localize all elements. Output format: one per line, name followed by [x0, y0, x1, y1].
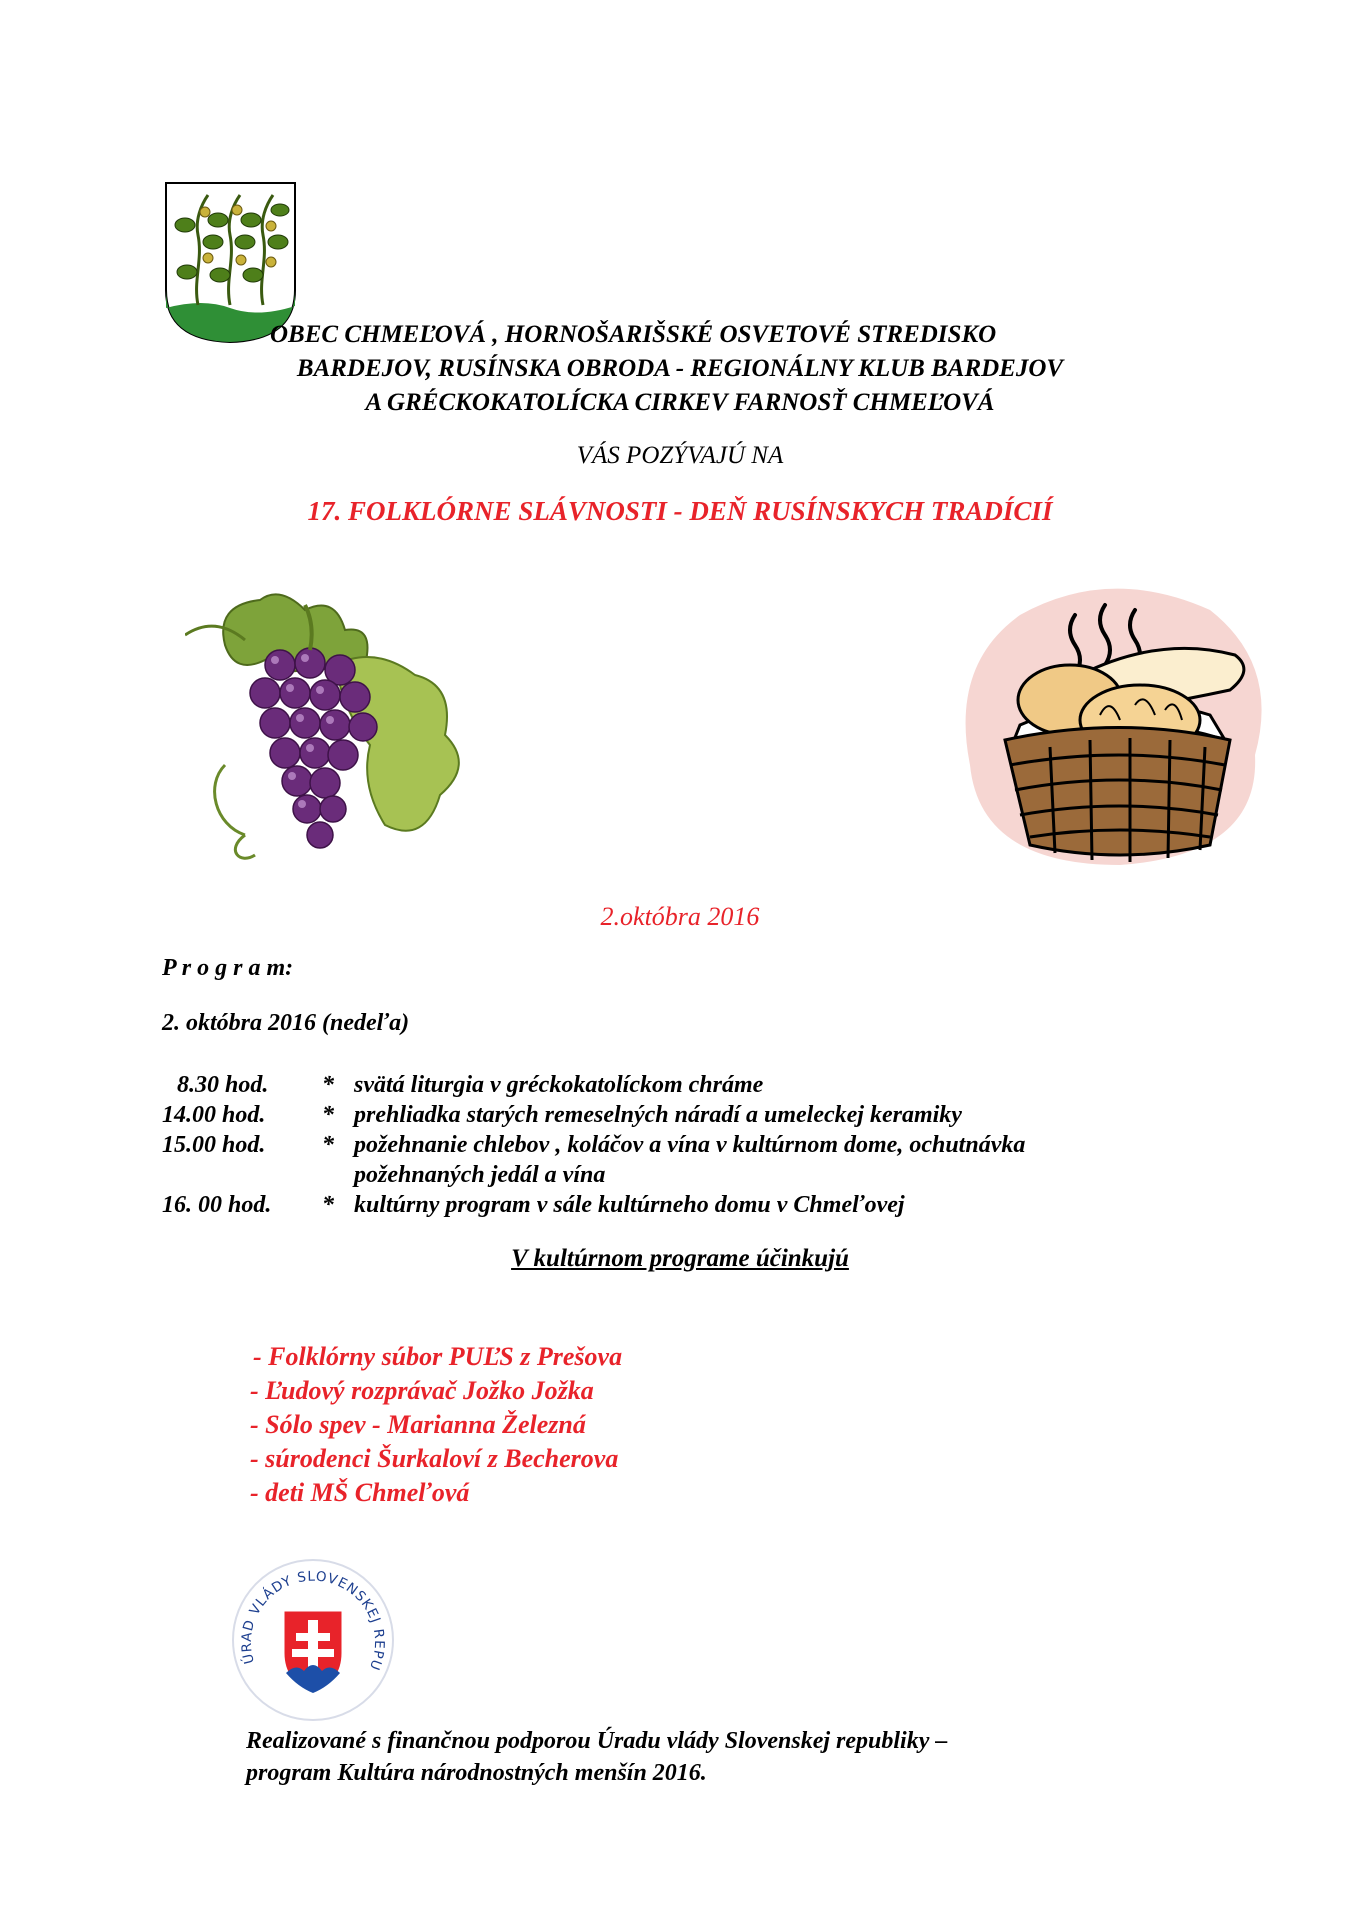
performer-item: - súrodenci Šurkaloví z Becherova: [250, 1444, 619, 1473]
program-heading: P r o g r a m:: [162, 955, 294, 981]
performers-heading: V kultúrnom programe účinkujú: [511, 1245, 849, 1272]
schedule-time: 15.00 hod.: [162, 1132, 266, 1158]
schedule-time: 14.00 hod.: [162, 1102, 266, 1128]
schedule-time: 8.30 hod.: [177, 1072, 269, 1098]
schedule-bullet: *: [322, 1102, 334, 1128]
footer-line-2: program Kultúra národnostných menšín 2016.: [246, 1760, 707, 1786]
schedule-bullet: *: [322, 1192, 334, 1218]
schedule-text: požehnanie chlebov , koláčov a vína v kultúrnom dome, ochutnávka: [354, 1132, 1026, 1158]
performer-item: - Sólo spev - Marianna Železná: [250, 1410, 586, 1439]
performer-item: - Folklórny súbor PUĽS z Prešova: [253, 1342, 623, 1371]
grapes-image: [185, 585, 485, 870]
invite-text: VÁS POZÝVAJÚ NA: [576, 442, 784, 469]
schedule-text: požehnaných jedál a vína: [354, 1162, 606, 1188]
schedule-text: svätá liturgia v gréckokatolíckom chráme: [354, 1072, 764, 1098]
schedule-text: prehliadka starých remeselných náradí a umeleckej keramiky: [354, 1102, 962, 1128]
slovak-coat-of-arms-icon: [228, 1555, 398, 1725]
schedule-text: kultúrny program v sále kultúrneho domu v Chmeľovej: [354, 1192, 905, 1218]
event-title: 17. FOLKLÓRNE SLÁVNOSTI - DEŇ RUSÍNSKYCH TRADÍCIÍ: [307, 496, 1053, 526]
schedule-bullet: *: [322, 1132, 334, 1158]
header-line-2: BARDEJOV, RUSÍNSKA OBRODA - REGIONÁLNY KLUB BARDEJOV: [296, 355, 1064, 382]
bread-basket-image: [960, 575, 1270, 875]
performer-item: - Ľudový rozprávač Jožko Jožka: [250, 1376, 594, 1405]
program-day: 2. októbra 2016 (nedeľa): [162, 1010, 410, 1036]
header-line-3: A GRÉCKOKATOLÍCKA CIRKEV FARNOSŤ CHMEĽOVÁ: [365, 389, 995, 416]
header-line-1: OBEC CHMEĽOVÁ , HORNOŠARIŠSKÉ OSVETOVÉ STREDISKO: [270, 321, 997, 348]
footer-line-1: Realizované s finančnou podporou Úradu vlády Slovenskej republiky –: [246, 1728, 948, 1754]
bread-basket-icon: [960, 575, 1270, 875]
seal-text: ÚRAD VLÁDY SLOVENSKEJ REPU: [238, 1568, 388, 1673]
schedule-time: 16. 00 hod.: [162, 1192, 272, 1218]
grapes-icon: [185, 585, 485, 870]
schedule-bullet: *: [322, 1072, 334, 1098]
performer-item: - deti MŠ Chmeľová: [250, 1478, 470, 1507]
government-seal-logo: [228, 1555, 398, 1725]
event-date: 2.októbra 2016: [600, 902, 760, 931]
